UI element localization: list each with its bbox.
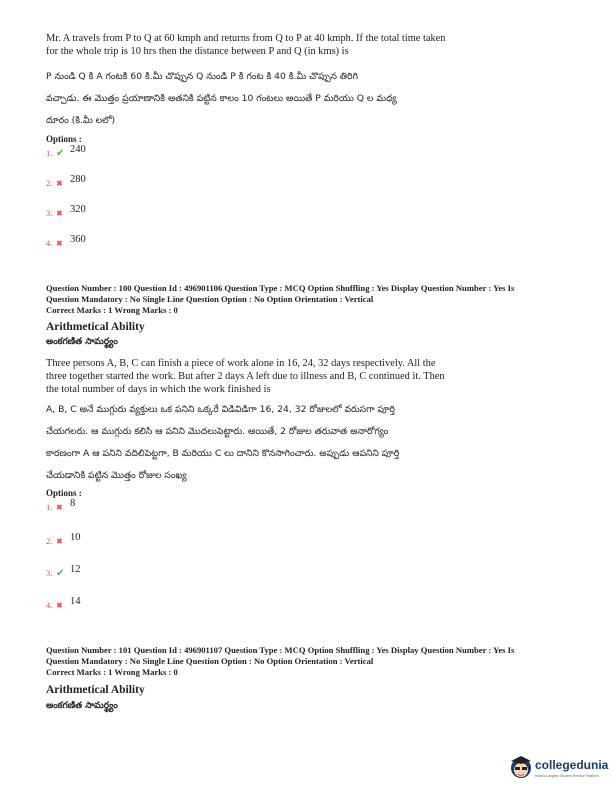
question-99-telugu-line-2: వచ్చాడు. ఈ మొత్తం ప్రయాణానికి అతనికి పట్టిన కాలం 10 గంటలు అయితే P మరియు Q ల మధ్య	[46, 93, 397, 104]
option-value: 10	[70, 532, 81, 543]
option-row	[46, 144, 86, 159]
question-99-telugu-line-3: దూరం (కి.మీ లలో)	[46, 115, 116, 126]
option-value: 280	[70, 174, 86, 185]
question-101-meta-line-2: Question Mandatory : No Single Line Question Option : No Option Orientation : Vertical	[46, 656, 374, 666]
question-100-text: Three persons A, B, C can finish a piece of work alone in 16, 24, 32 days respectively. All the three together started the work. But after 2 days A left due to illness and B, C continued it. Then the total number of days in which the work finished is	[46, 358, 445, 395]
check-icon: ✔	[56, 568, 65, 579]
option-number: 3.	[46, 568, 53, 578]
question-100-meta-line-1: Question Number : 100 Question Id : 496901106 Question Type : MCQ Option Shuffling : Yes Display Question Number : Yes Is	[46, 283, 515, 293]
collegedunia-logo	[507, 752, 612, 786]
section-title: Arithmetical Ability	[46, 684, 145, 696]
question-99-telugu-line-1: P నుండి Q కి A గంటకి 60 కి.మీ చొప్పున Q నుండి P కి గంట కి 40 కి.మీ చొప్పున తిరిగి	[46, 71, 358, 82]
question-101-meta-line-1: Question Number : 101 Question Id : 496901107 Question Type : MCQ Option Shuffling : Yes Display Question Number : Yes Is	[46, 645, 515, 655]
option-number: 1.	[46, 148, 53, 158]
option-number: 2.	[46, 178, 53, 188]
question-100-telugu-line-4: చేయడానికి పట్టిన మొత్తం రోజుల సంఖ్య	[46, 470, 187, 481]
option-row	[46, 564, 81, 579]
question-100-telugu-line-3: కారణంగా A ఆ పనిని వదిలిపెట్టగా, B మరియు C లు దానిని కొనసాగించారు. అప్పుడు ఆపనిని పూర్తి	[46, 448, 400, 459]
question-101-meta-line-3: Correct Marks : 1 Wrong Marks : 0	[46, 667, 178, 677]
question-100-meta-line-2: Question Mandatory : No Single Line Question Option : No Option Orientation : Vertical	[46, 294, 374, 304]
option-value: 360	[70, 234, 86, 245]
option-number: 2.	[46, 536, 53, 546]
option-number: 4.	[46, 238, 53, 248]
section-title-telugu: అంకగణిత సామర్థ్యం	[46, 701, 118, 711]
question-100-telugu-line-1: A, B, C అనే ముగ్గురు వ్యక్తులు ఒక పనిని ఒక్కరే విడివిడిగా 16, 24, 32 రోజులలో వరుసగా పూర్తి	[46, 404, 395, 415]
section-title-telugu: అంకగణిత సామర్థ్యం	[46, 337, 118, 347]
option-number: 3.	[46, 208, 53, 218]
section-title: Arithmetical Ability	[46, 321, 145, 333]
option-row	[46, 532, 81, 547]
option-value: 8	[70, 498, 76, 509]
option-row	[46, 596, 81, 611]
cross-icon: ✖	[56, 537, 63, 546]
logo-tagline: India's Largest Student Review Platform	[535, 774, 599, 778]
cross-icon: ✖	[56, 601, 63, 610]
option-value: 12	[70, 564, 81, 575]
option-row	[46, 498, 76, 513]
options-label: Options :	[46, 134, 82, 144]
option-number: 4.	[46, 600, 53, 610]
cross-icon: ✖	[56, 503, 63, 512]
option-row	[46, 204, 86, 219]
check-icon: ✔	[56, 148, 65, 159]
logo-wordmark: collegedunia	[535, 758, 609, 772]
cross-icon: ✖	[56, 209, 63, 218]
option-value: 320	[70, 204, 86, 215]
options-label: Options :	[46, 488, 82, 498]
cross-icon: ✖	[56, 179, 63, 188]
cross-icon: ✖	[56, 239, 63, 248]
question-100-telugu-line-2: చేయగలరు. ఆ ముగ్గురు కలిసి ఆ పనిని మొదలుపెట్టారు. అయితే, 2 రోజుల తరువాత అనారోగ్యం	[46, 426, 389, 437]
option-value: 14	[70, 596, 81, 607]
question-100-meta-line-3: Correct Marks : 1 Wrong Marks : 0	[46, 305, 178, 315]
option-number: 1.	[46, 502, 53, 512]
option-row	[46, 174, 86, 189]
option-value: 240	[70, 144, 86, 155]
option-row	[46, 234, 86, 249]
question-99-text: Mr. A travels from P to Q at 60 kmph and returns from Q to P at 40 kmph. If the total time taken for the whole trip is 10 hrs then the distance between P and Q (in kms) is	[46, 33, 446, 57]
